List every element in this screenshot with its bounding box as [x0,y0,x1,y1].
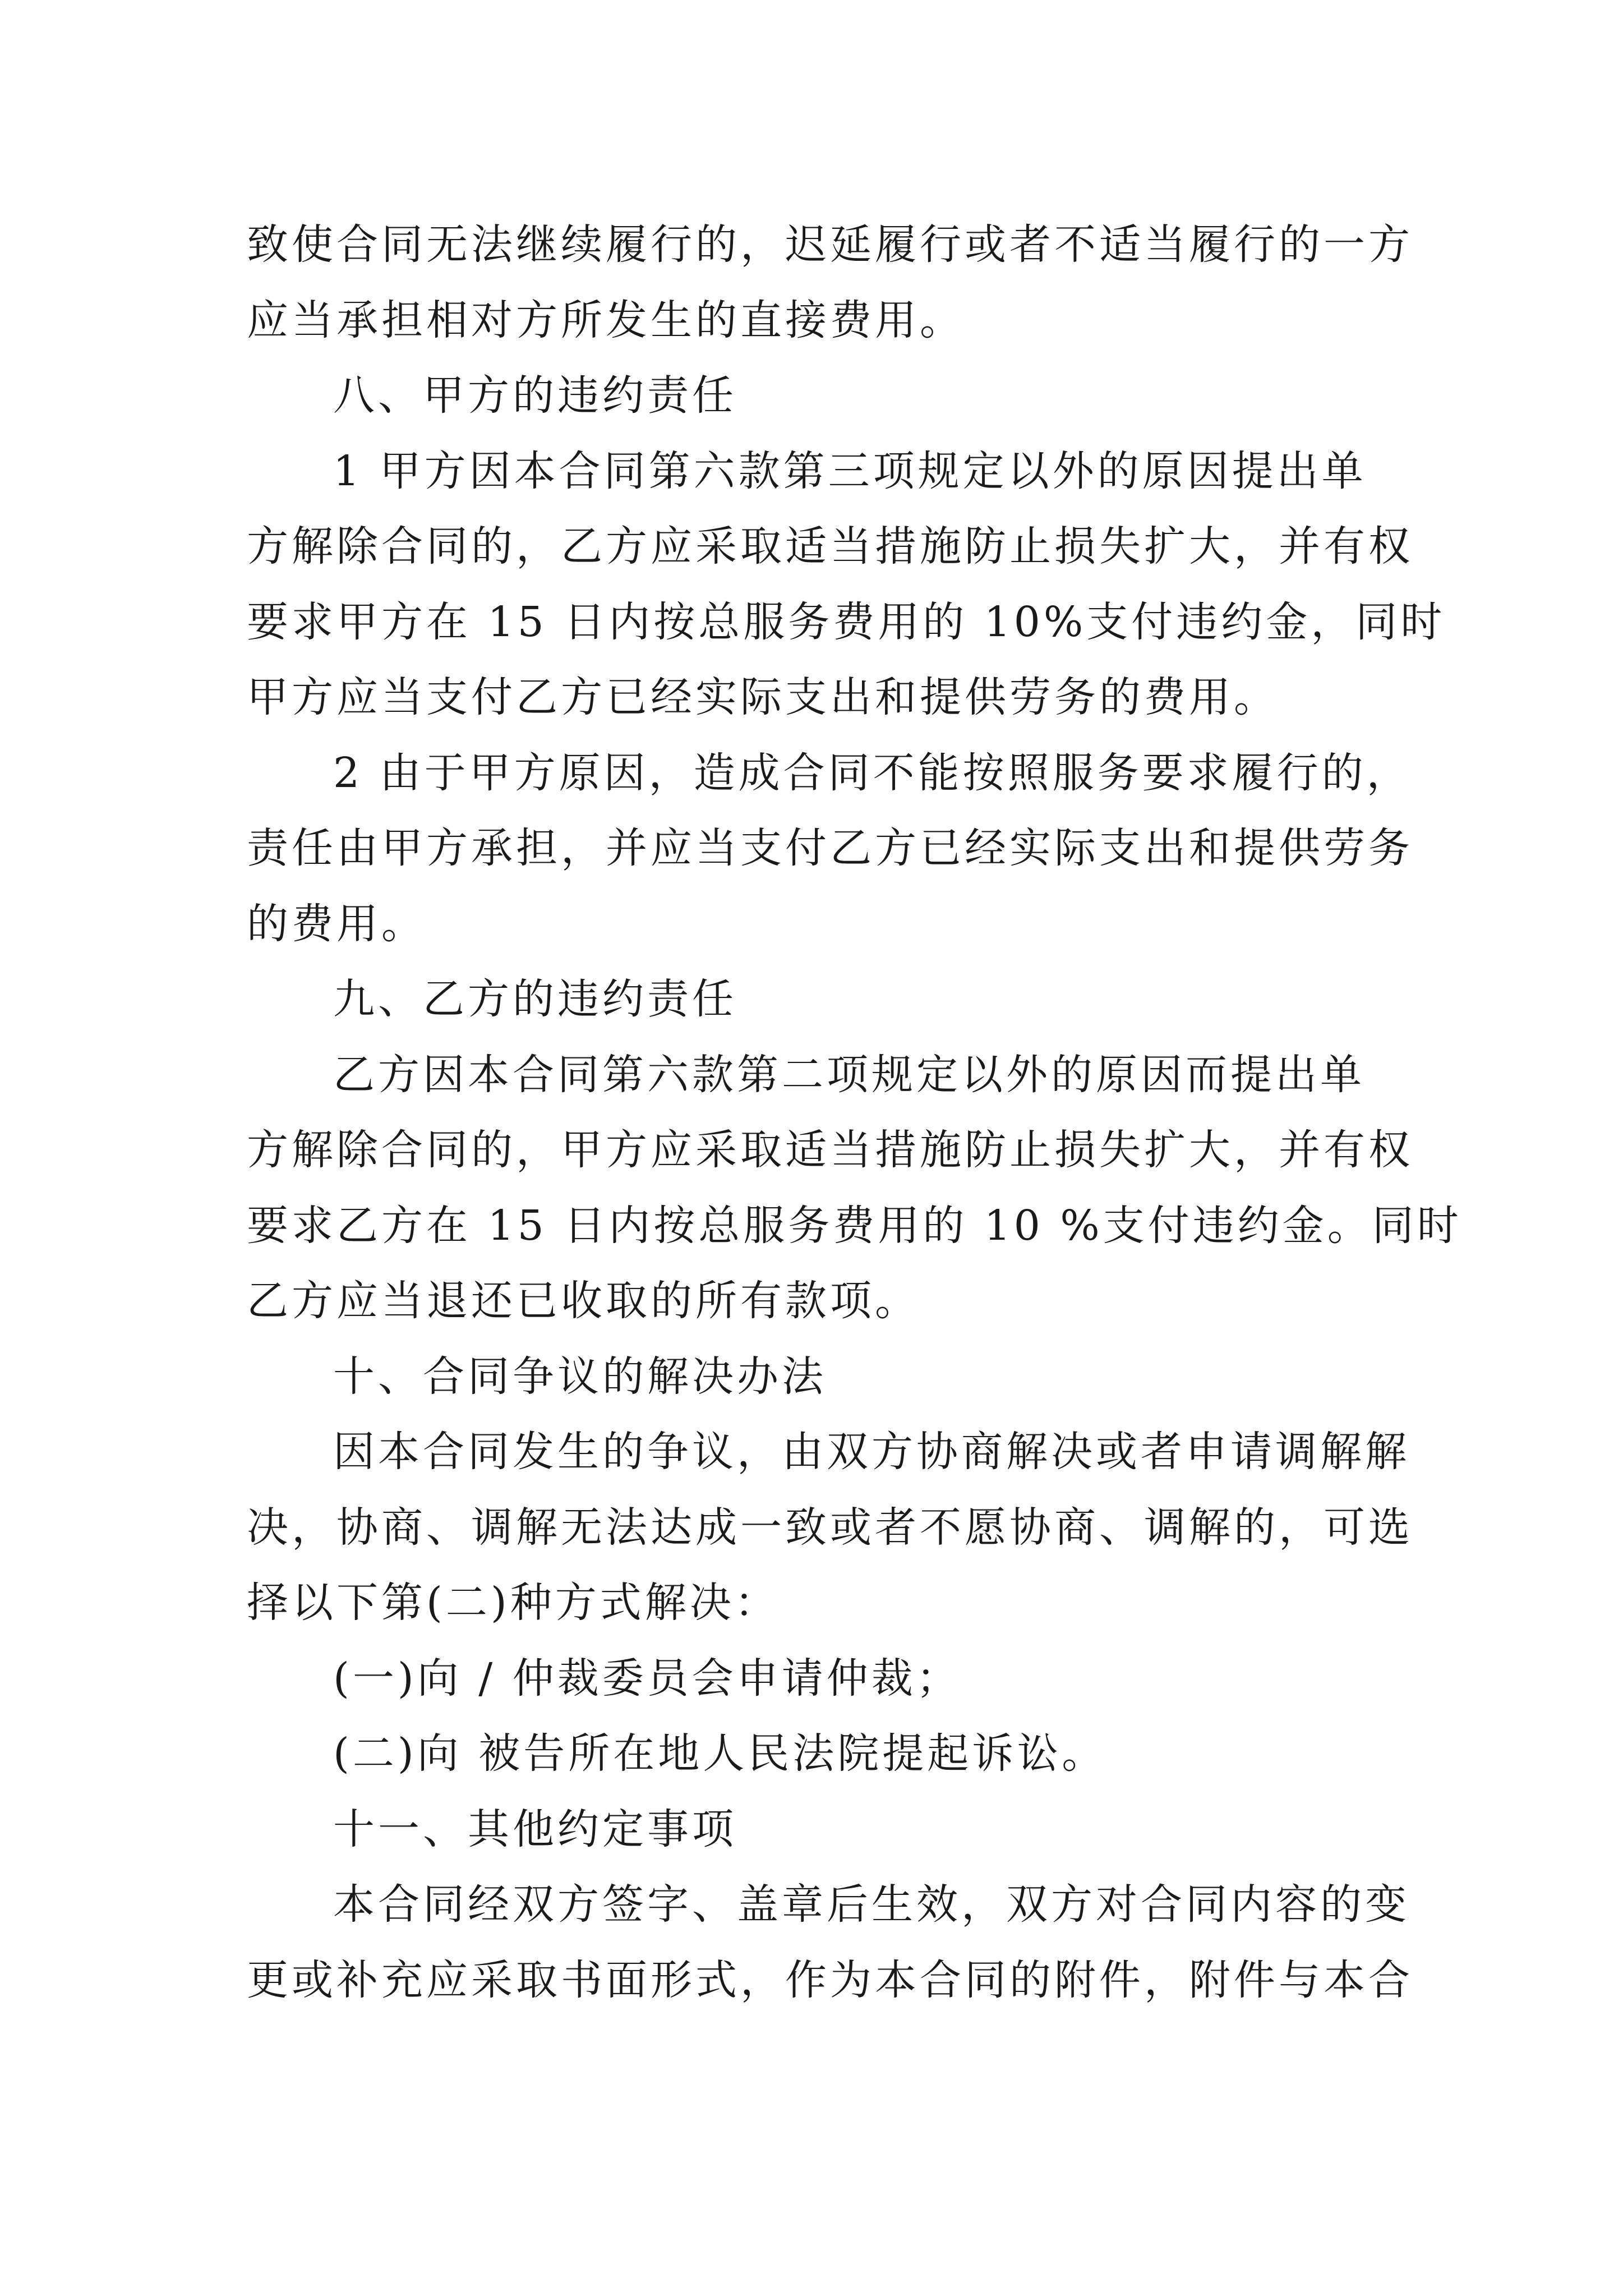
text-line: 1 甲方因本合同第六款第三项规定以外的原因提出单 [333,447,1367,495]
text-line: (一)向 / 仲裁委员会申请仲裁； [333,1654,961,1703]
text-line: 因本合同发生的争议，由双方协商解决或者申请调解解 [333,1428,1410,1476]
text-line: 责任由甲方承担，并应当支付乙方已经实际支出和提供劳务 [247,824,1413,872]
text-line: 的费用。 [247,900,426,948]
section-heading: 十、合同争议的解决办法 [333,1352,827,1401]
section-heading: 十一、其他约定事项 [333,1805,737,1853]
text-line: 2 由于甲方原因，造成合同不能按照服务要求履行的， [333,749,1412,797]
text-line: 应当承担相对方所发生的直接费用。 [247,296,965,344]
text-line: 择以下第(二)种方式解决： [247,1579,780,1627]
text-line: 方解除合同的，乙方应采取适当措施防止损失扩大，并有权 [247,522,1413,570]
text-line: 甲方应当支付乙方已经实际支出和提供劳务的费用。 [247,673,1279,721]
section-heading: 九、乙方的违约责任 [333,975,737,1023]
text-line: 方解除合同的，甲方应采取适当措施防止损失扩大，并有权 [247,1126,1413,1174]
text-line: 乙方应当退还已收取的所有款项。 [247,1277,920,1325]
text-line: 致使合同无法继续履行的，迟延履行或者不适当履行的一方 [247,220,1413,269]
text-line: 要求乙方在 15 日内按总服务费用的 10 %支付违约金。同时 [247,1202,1462,1250]
text-line: 乙方因本合同第六款第二项规定以外的原因而提出单 [333,1051,1365,1099]
text-line: 要求甲方在 15 日内按总服务费用的 10%支付违约金，同时 [247,598,1446,646]
text-line: 本合同经双方签字、盖章后生效，双方对合同内容的变 [333,1880,1410,1929]
text-line: (二)向 被告所在地人民法院提起诉讼。 [333,1729,1107,1778]
text-line: 更或补充应采取书面形式，作为本合同的附件，附件与本合 [247,1956,1413,2004]
text-line: 决，协商、调解无法达成一致或者不愿协商、调解的，可选 [247,1503,1413,1552]
section-heading: 八、甲方的违约责任 [333,371,737,420]
